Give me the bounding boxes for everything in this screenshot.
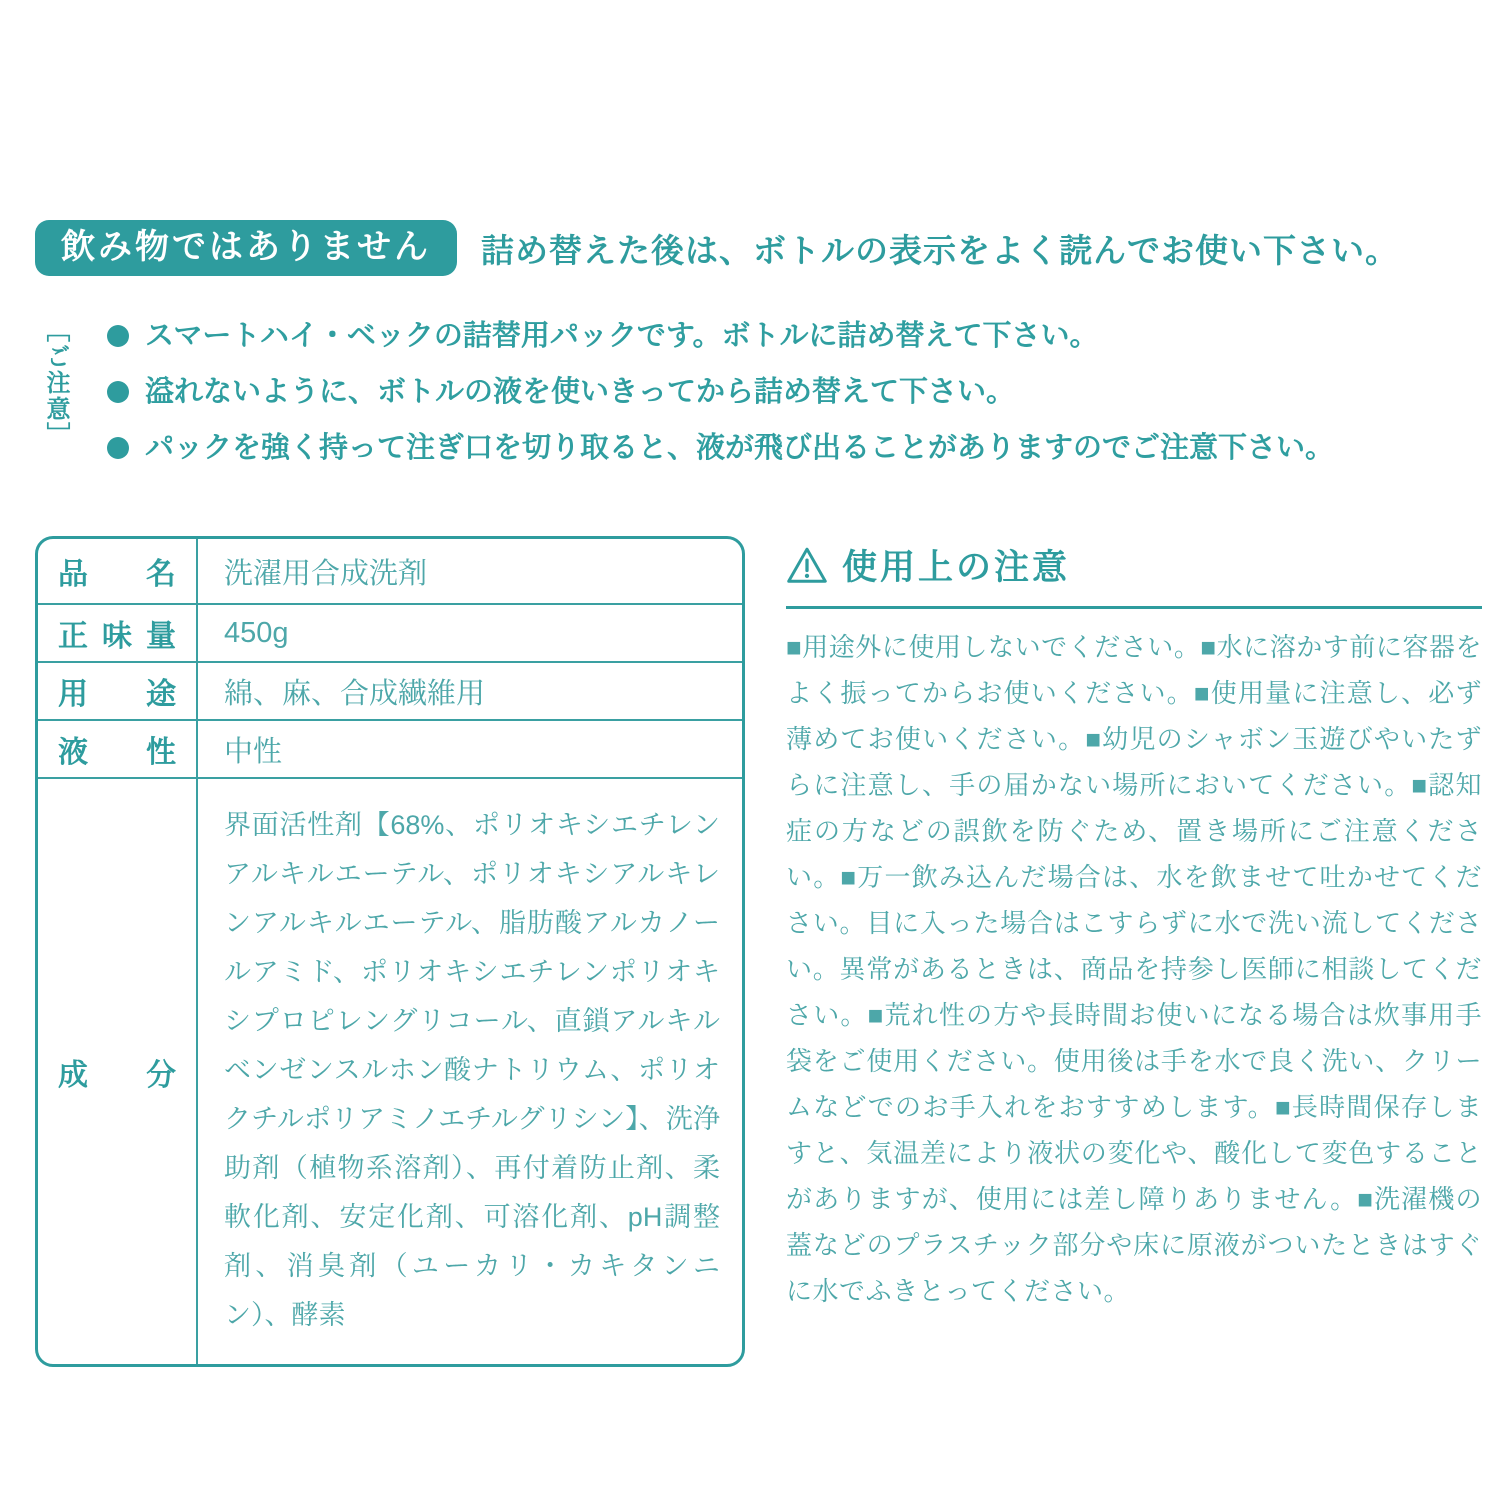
not-a-drink-badge: 飲み物ではありません [35, 220, 457, 276]
row-label [38, 605, 198, 661]
usage-section [786, 540, 1482, 1314]
row-label-text: 品名 [58, 558, 176, 591]
table-row-net-weight [38, 605, 742, 663]
table-row-product-name [38, 539, 742, 605]
bullet-icon [107, 381, 129, 403]
caution-item [107, 318, 1334, 354]
row-value: 中性 [224, 735, 283, 768]
usage-body-text: ■用途外に使用しないでください。■水に溶かす前に容器をよく振ってからお使いください。■使用量に注意し、必ず薄めてお使いください。■幼児のシャボン玉遊びやいたずらに注意し、手の届かない場所においてください。■認知症の方などの誤飲を防ぐため、置き場所にご注意ください。■万一飲み込んだ場合は、水を飲ませて吐かせてください。目に入った場合はこすらずに水で洗い流してください。異常があるときは、商品を持参し医師に相談してください。■荒れ性の方や長時間お使いになる場合は炊事用手袋をご使用ください。使用後は手を水で良く洗い、クリームなどでのお手入れをおすすめします。■長時間保存しますと、気温差により液状の変化や、酸化して変色することがありますが、使用には差し障りありません。■洗濯機の蓋などのプラスチック部分や床に原液がついたときはすぐに水でふきとってください。 [786, 632, 1482, 1306]
header-row [35, 220, 1399, 276]
row-label-text: 用途 [58, 678, 176, 711]
row-value: 綿、麻、合成繊維用 [224, 677, 486, 710]
table-row-use [38, 663, 742, 721]
bullet-icon [107, 437, 129, 459]
row-value: 界面活性剤【68%、ポリオキシエチレンアルキルエーテル、ポリオキシアルキレンアルキルエーテル、脂肪酸アルカノールアミド、ポリオキシエチレンポリオキシプロピレングリコール、直鎖アルキルベンゼンスルホン酸ナトリウム、ポリオクチルポリアミノエチルグリシン】、洗浄助剤（植物系溶剤）、再付着防止剤、柔軟化剤、安定化剤、可溶化剤、pH調整剤、消臭剤（ユーカリ・カキタンニン）、酵素 [224, 810, 720, 1330]
row-label [38, 721, 198, 777]
caution-item-text: スマートハイ・ベックの詰替用パックです。ボトルに詰め替えて下さい。 [145, 320, 1099, 352]
table-row-ingredients [38, 779, 742, 1364]
row-value: 洗濯用合成洗剤 [224, 557, 428, 590]
caution-item [107, 430, 1334, 466]
usage-divider [786, 606, 1482, 609]
caution-section [38, 316, 1334, 470]
refill-notice-text: 詰め替えた後は、ボトルの表示をよく読んでお使い下さい。 [481, 231, 1399, 269]
caution-vertical-label: ［ご注意］ [42, 318, 69, 448]
table-row-liquid-type [38, 721, 742, 779]
row-label [38, 663, 198, 719]
row-label [38, 779, 198, 1364]
row-label-text: 成分 [58, 1058, 176, 1092]
caution-item [107, 374, 1334, 410]
warning-icon [786, 546, 828, 584]
caution-list [107, 316, 1334, 466]
caution-item-text: パックを強く持って注ぎ口を切り取ると、液が飛び出ることがありますのでご注意下さい。 [145, 432, 1335, 464]
caution-item-text: 溢れないように、ボトルの液を使いきってから詰め替えて下さい。 [145, 376, 1016, 408]
row-label-text: 正味量 [58, 620, 176, 653]
row-label-text: 液性 [58, 736, 176, 769]
usage-title: 使用上の注意 [842, 548, 1071, 587]
usage-title-row [786, 540, 1482, 590]
spec-table [35, 536, 745, 1367]
bullet-icon [107, 325, 129, 347]
row-label [38, 539, 198, 603]
row-value: 450g [224, 616, 289, 649]
